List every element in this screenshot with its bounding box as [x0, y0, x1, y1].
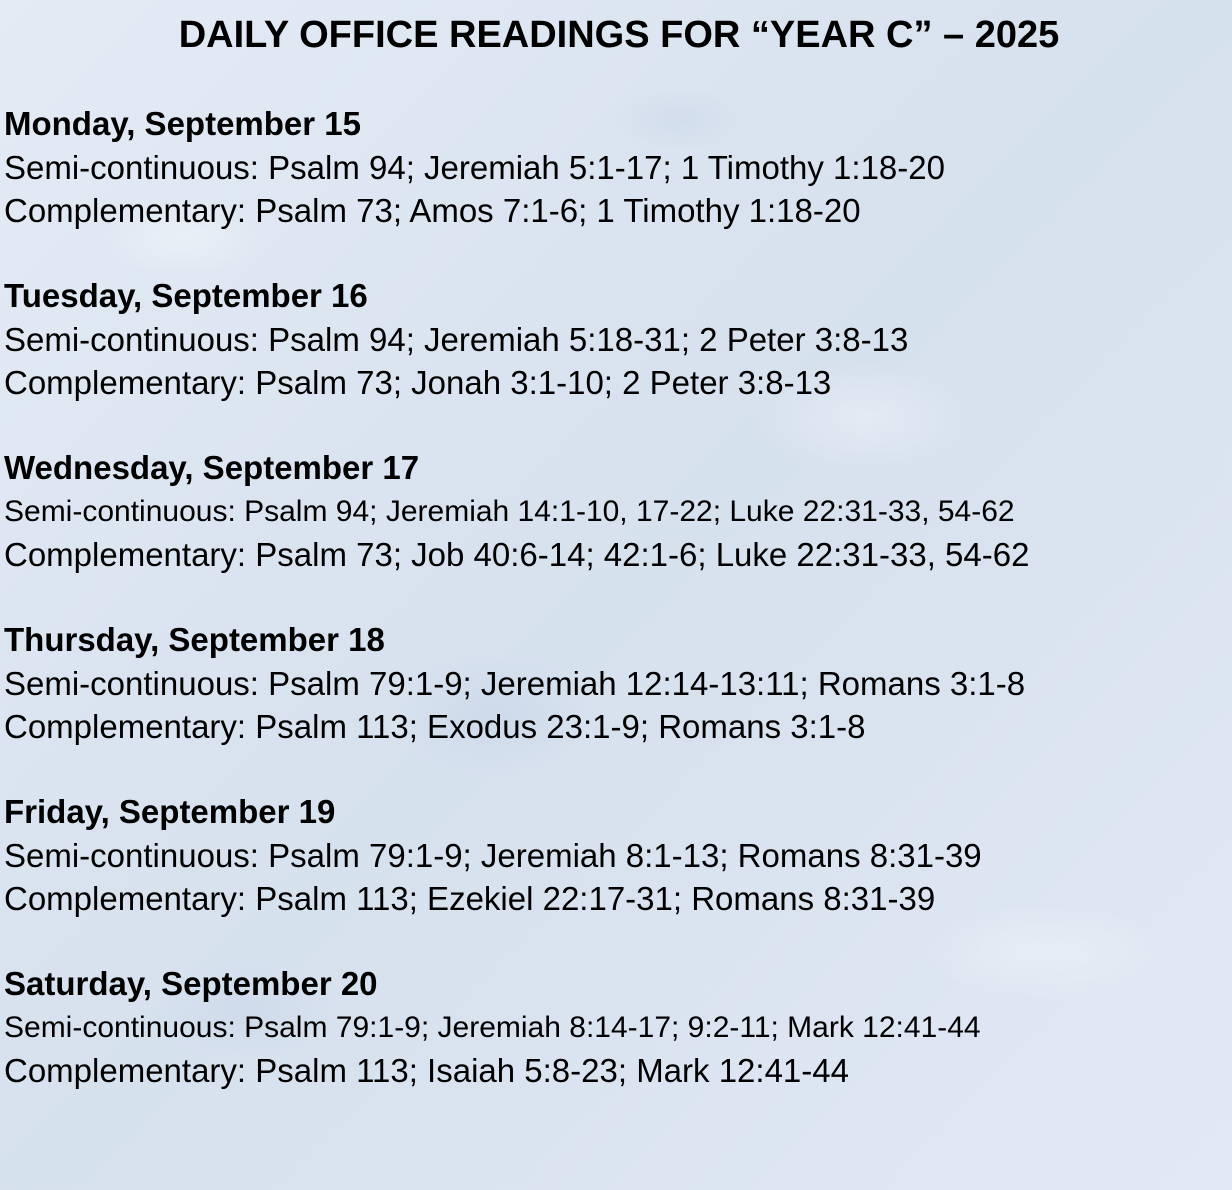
semi-continuous-reading: Semi-continuous: Psalm 79:1-9; Jeremiah 8:14-17; 9:2-11; Mark 12:41-44 — [4, 1011, 981, 1044]
day-heading: Saturday, September 20 — [4, 965, 378, 1002]
day-heading: Tuesday, September 16 — [4, 277, 368, 314]
day-entry-tuesday — [4, 274, 1229, 404]
complementary-reading: Complementary: Psalm 113; Exodus 23:1-9; Romans 3:1-8 — [4, 708, 866, 745]
day-heading: Friday, September 19 — [4, 793, 336, 830]
semi-continuous-reading: Semi-continuous: Psalm 94; Jeremiah 5:18-31; 2 Peter 3:8-13 — [4, 321, 909, 358]
day-heading: Thursday, September 18 — [4, 621, 385, 658]
page-title: DAILY OFFICE READINGS FOR “YEAR C” – 2025 — [178, 14, 1060, 56]
complementary-reading: Complementary: Psalm 73; Amos 7:1-6; 1 Timothy 1:18-20 — [4, 192, 861, 229]
semi-continuous-reading: Semi-continuous: Psalm 94; Jeremiah 14:1-10, 17-22; Luke 22:31-33, 54-62 — [4, 495, 1015, 528]
day-entry-wednesday — [4, 446, 1229, 576]
readings-list — [4, 102, 1229, 1134]
semi-continuous-reading: Semi-continuous: Psalm 79:1-9; Jeremiah 12:14-13:11; Romans 3:1-8 — [4, 665, 1026, 702]
complementary-reading: Complementary: Psalm 113; Isaiah 5:8-23; Mark 12:41-44 — [4, 1052, 849, 1089]
day-entry-saturday — [4, 962, 1229, 1092]
complementary-reading: Complementary: Psalm 73; Job 40:6-14; 42:1-6; Luke 22:31-33, 54-62 — [4, 536, 1030, 573]
semi-continuous-reading: Semi-continuous: Psalm 79:1-9; Jeremiah 8:1-13; Romans 8:31-39 — [4, 837, 982, 874]
day-heading: Monday, September 15 — [4, 105, 361, 142]
day-entry-thursday — [4, 618, 1229, 748]
semi-continuous-reading: Semi-continuous: Psalm 94; Jeremiah 5:1-17; 1 Timothy 1:18-20 — [4, 149, 945, 186]
complementary-reading: Complementary: Psalm 73; Jonah 3:1-10; 2 Peter 3:8-13 — [4, 364, 832, 401]
day-entry-monday — [4, 102, 1229, 232]
day-heading: Wednesday, September 17 — [4, 449, 420, 486]
day-entry-friday — [4, 790, 1229, 920]
complementary-reading: Complementary: Psalm 113; Ezekiel 22:17-31; Romans 8:31-39 — [4, 880, 936, 917]
